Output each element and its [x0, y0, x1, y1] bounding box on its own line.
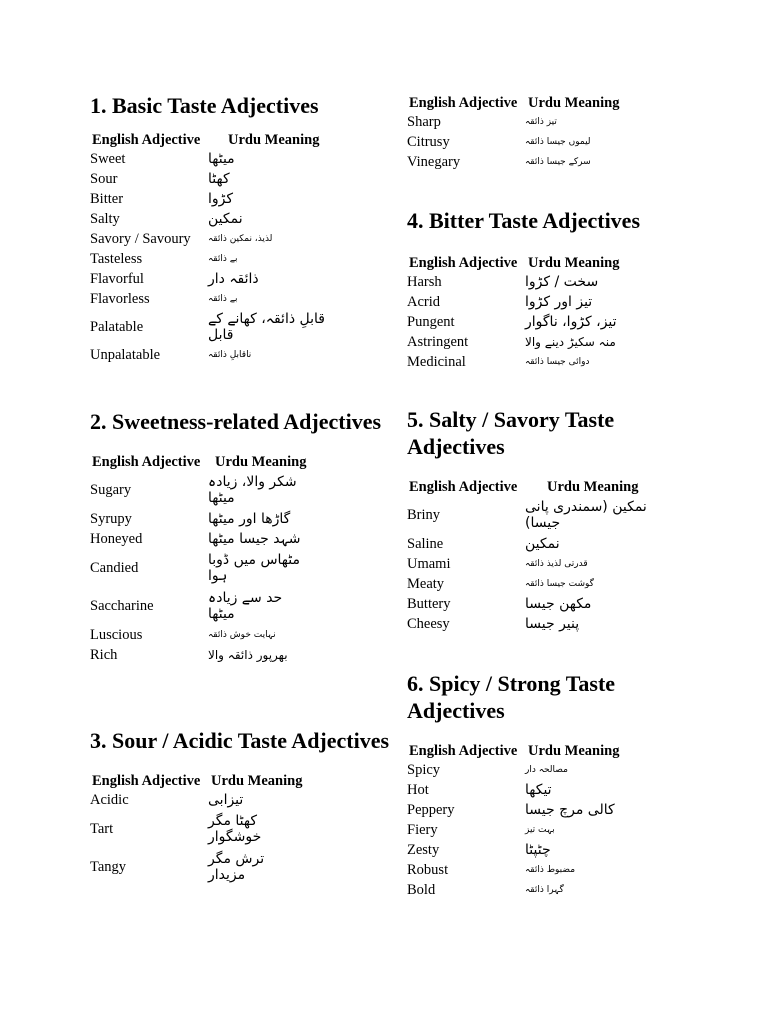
section-bitter	[407, 207, 707, 372]
english-word: Saline	[407, 535, 444, 552]
table-header	[90, 772, 390, 790]
urdu-meaning: قابلِ ذائقہ، کھانے کے قابل	[208, 311, 325, 343]
english-word: Harsh	[407, 273, 442, 290]
header-english: English Adjective	[409, 743, 518, 759]
urdu-meaning: مصالحہ دار	[525, 765, 568, 775]
english-word: Saccharine	[90, 597, 154, 614]
english-word: Unpalatable	[90, 346, 161, 363]
english-word: Sharp	[407, 113, 441, 130]
urdu-meaning: بہت تیز	[525, 825, 555, 835]
table-row	[90, 810, 390, 848]
english-word: Sweet	[90, 150, 126, 167]
table-row	[90, 149, 390, 169]
urdu-meaning: حد سے زیادہ میٹھا	[208, 590, 283, 622]
english-word: Syrupy	[90, 510, 132, 527]
table-row	[90, 209, 390, 229]
section-salty-savory	[407, 406, 707, 634]
table-header	[407, 478, 707, 496]
header-english: English Adjective	[409, 479, 518, 495]
english-word: Flavorless	[90, 290, 150, 307]
english-word: Tangy	[90, 858, 127, 875]
table-row	[90, 169, 390, 189]
table-row	[90, 249, 390, 269]
header-urdu: Urdu Meaning	[528, 255, 620, 271]
urdu-meaning: بھرپور ذائقہ والا	[208, 648, 288, 662]
urdu-meaning: کھٹا مگر خوشگوار	[208, 813, 262, 845]
header-urdu: Urdu Meaning	[211, 773, 303, 789]
urdu-meaning: سخت / کڑوا	[525, 274, 599, 290]
table-row	[407, 272, 707, 292]
urdu-meaning: کھٹا	[208, 171, 230, 187]
english-word: Palatable	[90, 318, 144, 335]
urdu-meaning: نمکین	[208, 211, 243, 227]
table-row	[90, 269, 390, 289]
table-row	[407, 840, 707, 860]
table-row	[90, 529, 390, 549]
english-word: Savory / Savoury	[90, 230, 191, 247]
section-sour-acidic-continued	[407, 94, 707, 172]
table-row	[407, 880, 707, 900]
english-word: Meaty	[407, 575, 445, 592]
table-row	[407, 594, 707, 614]
english-word: Acrid	[407, 293, 441, 310]
urdu-meaning: پنیر جیسا	[525, 616, 580, 632]
urdu-meaning: گوشت جیسا ذائقہ	[525, 579, 594, 589]
urdu-meaning: مضبوط ذائقہ	[525, 865, 576, 875]
urdu-meaning: مٹھاس میں ڈوبا ہوا	[208, 552, 300, 584]
table-row	[407, 614, 707, 634]
english-word: Honeyed	[90, 530, 143, 547]
english-word: Luscious	[90, 626, 143, 643]
header-urdu: Urdu Meaning	[228, 132, 320, 148]
table-row	[90, 345, 390, 365]
table-header	[407, 742, 707, 760]
table-row	[407, 760, 707, 780]
table-row	[407, 332, 707, 352]
english-word: Citrusy	[407, 133, 450, 150]
urdu-meaning: چٹپٹا	[525, 842, 551, 858]
header-english: English Adjective	[409, 255, 518, 271]
urdu-meaning: گاڑھا اور میٹھا	[208, 511, 291, 527]
urdu-meaning: شکر والا، زیادہ میٹھا	[208, 474, 297, 506]
table-row	[407, 292, 707, 312]
english-word: Sugary	[90, 481, 132, 498]
table-row	[90, 471, 390, 509]
table-row	[90, 189, 390, 209]
table-row	[90, 645, 390, 665]
urdu-meaning: تیز، کڑوا، ناگوار	[525, 314, 617, 330]
urdu-meaning: قدرتی لذیذ ذائقہ	[525, 559, 588, 569]
header-urdu: Urdu Meaning	[215, 454, 307, 470]
section-title: 4. Bitter Taste Adjectives	[407, 208, 641, 233]
table-row	[407, 860, 707, 880]
urdu-meaning: تیز ذائقہ	[525, 117, 557, 127]
section-spicy-strong	[407, 670, 707, 900]
table-row	[407, 352, 707, 372]
english-word: Fiery	[407, 821, 438, 838]
header-english: English Adjective	[92, 773, 201, 789]
section-title: 5. Salty / Savory Taste Adjectives	[407, 407, 615, 459]
table-row	[90, 790, 390, 810]
english-word: Vinegary	[407, 153, 461, 170]
table-row	[90, 309, 390, 345]
urdu-meaning: نمکین (سمندری پانی جیسا)	[525, 499, 647, 531]
table-row	[407, 112, 707, 132]
urdu-meaning: شہد جیسا میٹھا	[208, 531, 301, 547]
english-word: Medicinal	[407, 353, 466, 370]
english-word: Spicy	[407, 761, 441, 778]
english-word: Briny	[407, 506, 441, 523]
section-title: 3. Sour / Acidic Taste Adjectives	[90, 728, 390, 753]
header-urdu: Urdu Meaning	[528, 95, 620, 111]
english-word: Candied	[90, 559, 139, 576]
table-row	[407, 496, 707, 534]
english-word: Hot	[407, 781, 429, 798]
table-header	[90, 453, 390, 471]
urdu-meaning: نہایت خوش ذائقہ	[208, 630, 276, 640]
header-english: English Adjective	[409, 95, 518, 111]
table-row	[407, 820, 707, 840]
english-word: Acidic	[90, 791, 129, 808]
urdu-meaning: کڑوا	[208, 191, 234, 207]
english-word: Robust	[407, 861, 449, 878]
urdu-meaning: مکھن جیسا	[525, 596, 592, 612]
urdu-meaning: لذیذ، نمکین ذائقہ	[208, 234, 273, 244]
table-header	[407, 94, 707, 112]
urdu-meaning: نمکین	[525, 536, 560, 552]
table-row	[90, 289, 390, 309]
urdu-meaning: میٹھا	[208, 151, 235, 167]
urdu-meaning: کالی مرچ جیسا	[525, 802, 615, 818]
header-english: English Adjective	[92, 132, 201, 148]
urdu-meaning: تیکھا	[525, 782, 552, 798]
english-word: Umami	[407, 555, 451, 572]
english-word: Cheesy	[407, 615, 450, 632]
table-header	[407, 254, 707, 272]
urdu-meaning: تیز اور کڑوا	[525, 294, 593, 310]
urdu-meaning: منہ سکیڑ دینے والا	[525, 335, 616, 349]
english-word: Flavorful	[90, 270, 144, 287]
english-word: Tasteless	[90, 250, 143, 267]
urdu-meaning: دوائی جیسا ذائقہ	[525, 357, 590, 367]
table-row	[407, 152, 707, 172]
english-word: Tart	[90, 820, 114, 837]
english-word: Salty	[90, 210, 120, 227]
english-word: Zesty	[407, 841, 440, 858]
urdu-meaning: ناقابلِ ذائقہ	[208, 350, 252, 360]
urdu-meaning: بے ذائقہ	[208, 294, 238, 304]
table-row	[407, 574, 707, 594]
english-word: Bold	[407, 881, 436, 898]
table-row	[90, 229, 390, 249]
english-word: Buttery	[407, 595, 451, 612]
english-word: Bitter	[90, 190, 124, 207]
urdu-meaning: ترش مگر مزیدار	[208, 851, 265, 883]
header-english: English Adjective	[92, 454, 201, 470]
table-row	[90, 549, 390, 587]
table-row	[407, 780, 707, 800]
section-title: 1. Basic Taste Adjectives	[90, 93, 319, 118]
english-word: Astringent	[407, 333, 469, 350]
english-word: Sour	[90, 170, 118, 187]
section-sweetness	[90, 408, 390, 665]
urdu-meaning: لیموں جیسا ذائقہ	[525, 137, 591, 147]
urdu-meaning: تیزابی	[208, 792, 244, 808]
english-word: Peppery	[407, 801, 455, 818]
table-row	[407, 132, 707, 152]
section-sour-acidic	[90, 727, 390, 886]
table-row	[407, 800, 707, 820]
table-row	[90, 848, 390, 886]
english-word: Rich	[90, 646, 118, 663]
header-urdu: Urdu Meaning	[528, 743, 620, 759]
urdu-meaning: گہرا ذائقہ	[525, 885, 564, 895]
table-row	[407, 534, 707, 554]
header-urdu: Urdu Meaning	[547, 479, 639, 495]
table-row	[90, 509, 390, 529]
urdu-meaning: ذائقہ دار	[208, 271, 259, 287]
english-word: Pungent	[407, 313, 455, 330]
table-header	[90, 131, 390, 149]
urdu-meaning: سرکے جیسا ذائقہ	[525, 157, 591, 167]
table-row	[90, 587, 390, 625]
table-row	[407, 312, 707, 332]
section-basic-taste	[90, 92, 390, 365]
section-title: 2. Sweetness-related Adjectives	[90, 409, 382, 434]
table-row	[90, 625, 390, 645]
urdu-meaning: بے ذائقہ	[208, 254, 238, 264]
table-row	[407, 554, 707, 574]
section-title: 6. Spicy / Strong Taste Adjectives	[407, 671, 616, 723]
